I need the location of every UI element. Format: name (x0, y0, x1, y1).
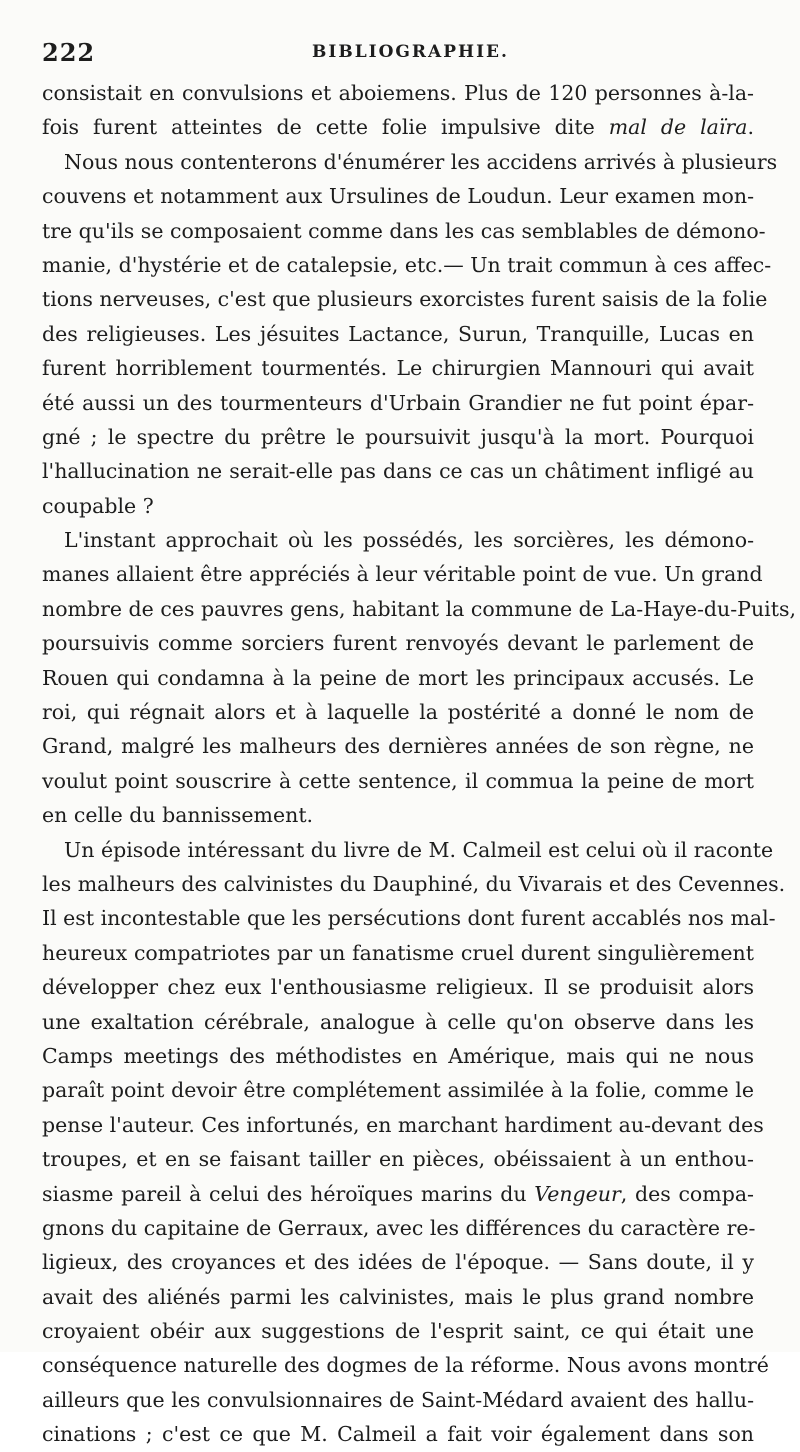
text-run: . (747, 115, 754, 140)
text-line: poursuivis comme sorciers furent renvoyés devant le parlement de (42, 631, 754, 656)
text-line: Il est incontestable que les persécutions dont furent accablés nos mal- (42, 906, 776, 931)
text-line: cinations ; c'est ce que M. Calmeil a fait voir également dans son (42, 1422, 754, 1447)
text-line: manie, d'hystérie et de catalepsie, etc.— Un trait commun à ces affec- (42, 252, 772, 277)
text-line: voulut point souscrire à cette sentence, il commua la peine de mort (42, 768, 754, 793)
text-line: croyaient obéir aux suggestions de l'esprit saint, ce qui était une (42, 1319, 754, 1344)
text-line: furent horriblement tourmentés. Le chirurgien Mannouri qui avait (42, 356, 754, 381)
text-line: en celle du bannissement. (42, 803, 314, 828)
text-line: ligieux, des croyances et des idées de l'époque. — Sans doute, il y (42, 1250, 754, 1275)
text-line (42, 1177, 754, 1211)
text-line: des religieuses. Les jésuites Lactance, Surun, Tranquille, Lucas en (42, 321, 754, 346)
text-line: manes allaient être appréciés à leur véritable point de vue. Un grand (42, 562, 763, 587)
text-line: Nous nous contenterons d'énumérer les accidens arrivés à plusieurs (64, 149, 778, 174)
text-line: Rouen qui condamna à la peine de mort les principaux accusés. Le (42, 665, 754, 690)
italic-term: Vengeur (534, 1181, 621, 1206)
text-line: pense l'auteur. Ces infortunés, en marchant hardiment au-devant des (42, 1112, 764, 1137)
body-text (42, 76, 797, 1452)
text-line: gné ; le spectre du prêtre le poursuivit jusqu'à la mort. Pourquoi (42, 424, 754, 449)
text-line: Grand, malgré les malheurs des dernières années de son règne, ne (42, 734, 754, 759)
running-title: BIBLIOGRAPHIE. (312, 42, 509, 62)
text-line: heureux compatriotes par un fanatisme cruel durent singulièrement (42, 940, 754, 965)
text-line: paraît point devoir être complétement assimilée à la folie, comme le (42, 1078, 754, 1103)
text-line: été aussi un des tourmenteurs d'Urbain Grandier ne fut point épar- (42, 390, 754, 415)
text-line: coupable ? (42, 493, 154, 518)
text-run: fois furent atteintes de cette folie impulsive dite (42, 115, 595, 140)
text-line: l'hallucination ne serait-elle pas dans ce cas un châtiment infligé au (42, 459, 754, 484)
text-line: tre qu'ils se composaient comme dans les cas semblables de démono- (42, 218, 766, 243)
text-line: une exaltation cérébrale, analogue à celle qu'on observe dans les (42, 1009, 754, 1034)
text-line: couvens et notamment aux Ursulines de Loudun. Leur examen mon- (42, 184, 754, 209)
text-line (42, 110, 754, 144)
text-line: tions nerveuses, c'est que plusieurs exorcistes furent saisis de la folie (42, 287, 768, 312)
text-line: ailleurs que les convulsionnaires de Saint-Médard avaient des hallu- (42, 1387, 754, 1412)
text-line: gnons du capitaine de Gerraux, avec les différences du caractère re- (42, 1215, 756, 1240)
page-number: 222 (42, 38, 96, 67)
page-header (42, 34, 772, 76)
text-line: troupes, et en se faisant tailler en pièces, obéissaient à un enthou- (42, 1147, 754, 1172)
text-line: consistait en convulsions et aboiemens. Plus de 120 personnes à-la- (42, 81, 754, 105)
text-line: développer chez eux l'enthousiasme religieux. Il se produisit alors (42, 975, 754, 1000)
text-run: siasme pareil à celui des héroïques marins du (42, 1181, 527, 1206)
text-line: Un épisode intéressant du livre de M. Calmeil est celui où il raconte (64, 837, 774, 862)
text-line: nombre de ces pauvres gens, habitant la commune de La-Haye-du-Puits, (42, 596, 797, 621)
text-line: avait des aliénés parmi les calvinistes, mais le plus grand nombre (42, 1284, 754, 1309)
text-line: Camps meetings des méthodistes en Amérique, mais qui ne nous (42, 1043, 754, 1068)
text-line: conséquence naturelle des dogmes de la réforme. Nous avons montré (42, 1353, 769, 1378)
text-line: roi, qui régnait alors et à laquelle la postérité a donné le nom de (42, 700, 754, 725)
text-run: , des compa- (620, 1181, 754, 1206)
text-line: L'instant approchait où les possédés, les sorcières, les démono- (64, 528, 754, 553)
text-line: les malheurs des calvinistes du Dauphiné, du Vivarais et des Cevennes. (42, 871, 786, 896)
italic-term: mal de laïra (608, 115, 748, 140)
